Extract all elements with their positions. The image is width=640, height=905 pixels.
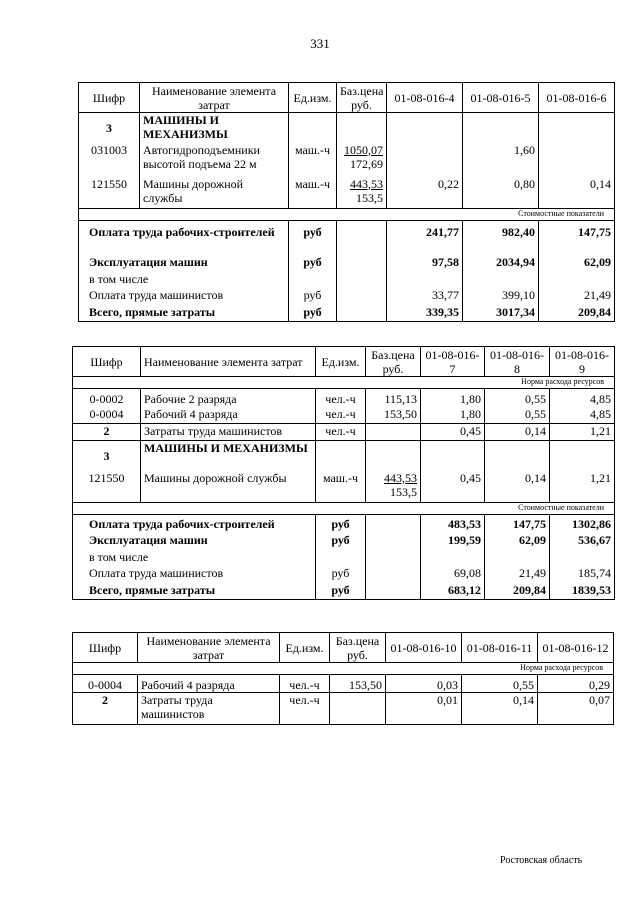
- table-row: [73, 389, 615, 407]
- section-name: МАШИНЫ И МЕХАНИЗМЫ: [141, 441, 316, 471]
- header-col-3: 01-08-016-12: [538, 633, 614, 663]
- row-name: Машины дорожной службы: [141, 471, 316, 503]
- total-name: Всего, прямые затраты: [79, 305, 289, 322]
- table-row: [73, 407, 615, 424]
- summary-value-3: 62,09: [539, 255, 615, 272]
- page-number: 331: [310, 36, 330, 51]
- total-row: [73, 583, 615, 600]
- summary-value-2: 399,10: [463, 288, 539, 305]
- row-price: 443,53: [350, 176, 383, 191]
- header-code: Шифр: [73, 347, 141, 377]
- summary-value-1: 97,58: [387, 255, 463, 272]
- summary-value-2: 62,09: [485, 533, 550, 550]
- row-value-3: 1,21: [550, 424, 615, 441]
- summary-unit: руб: [316, 533, 366, 550]
- summary-value-2: 2034,94: [463, 255, 539, 272]
- row-value-1: 0,03: [386, 675, 462, 693]
- total-value-2: 209,84: [485, 583, 550, 600]
- row-value-3: [539, 143, 615, 177]
- table-header: [79, 83, 615, 113]
- table-row: [73, 693, 614, 725]
- summary-row: [79, 288, 615, 305]
- header-price: Баз.цена руб.: [330, 633, 386, 663]
- summary-row: [73, 515, 615, 533]
- header-col-3: 01-08-016-9: [550, 347, 615, 377]
- row-value-3: 0,07: [538, 693, 614, 725]
- section-number: 3: [79, 113, 140, 143]
- row-name: Рабочий 4 разряда: [138, 675, 280, 693]
- row-unit: чел.-ч: [280, 693, 330, 725]
- row-value-2: 0,14: [485, 424, 550, 441]
- row-code: 0-0004: [73, 407, 141, 424]
- row-code: 0-0004: [73, 675, 138, 693]
- row-value-2: 0,55: [485, 407, 550, 424]
- header-name: Наименование элемента затрат: [140, 83, 289, 113]
- row-code: 121550: [79, 177, 140, 209]
- summary-value-1: 241,77: [387, 221, 463, 255]
- row-code: 031003: [79, 143, 140, 177]
- total-value-2: 3017,34: [463, 305, 539, 322]
- row-value-1: 0,22: [387, 177, 463, 209]
- resource-norm-label: Норма расхода ресурсов: [73, 377, 615, 389]
- cost-indicators-label: Стоимостные показатели: [73, 503, 615, 515]
- header-col-1: 01-08-016-10: [386, 633, 462, 663]
- total-value-3: 1839,53: [550, 583, 615, 600]
- row-price-wage: 172,69: [350, 156, 383, 171]
- header-col-1: 01-08-016-4: [387, 83, 463, 113]
- summary-unit: руб: [289, 255, 337, 272]
- row-price: 115,13: [366, 389, 421, 407]
- row-price: 443,53: [384, 470, 417, 485]
- row-unit: маш.-ч: [289, 177, 337, 209]
- row-value-3: 0,14: [539, 177, 615, 209]
- summary-value-3: 21,49: [539, 288, 615, 305]
- header-col-2: 01-08-016-8: [485, 347, 550, 377]
- summary-value-2: 982,40: [463, 221, 539, 255]
- cost-table-1: [78, 82, 615, 322]
- summary-name: Оплата труда машинистов: [73, 566, 316, 583]
- summary-unit: руб: [289, 288, 337, 305]
- summary-value-1: 483,53: [421, 515, 485, 533]
- footer-region: Ростовская область: [500, 855, 583, 866]
- summary-value-1: 33,77: [387, 288, 463, 305]
- header-unit: Ед.изм.: [289, 83, 337, 113]
- row-value-1: 1,80: [421, 407, 485, 424]
- row-code: 0-0002: [73, 389, 141, 407]
- table-row: [73, 471, 615, 503]
- header-code: Шифр: [79, 83, 140, 113]
- table-row: [73, 424, 615, 441]
- row-name: Рабочий 4 разряда: [141, 407, 316, 424]
- total-unit: руб: [289, 305, 337, 322]
- row-value-2: 0,14: [462, 693, 538, 725]
- table-header: [73, 633, 614, 663]
- row-unit: чел.-ч: [316, 407, 366, 424]
- row-value-3: 4,85: [550, 389, 615, 407]
- row-name: Рабочие 2 разряда: [141, 389, 316, 407]
- summary-value-1: 199,59: [421, 533, 485, 550]
- header-col-1: 01-08-016-7: [421, 347, 485, 377]
- header-unit: Ед.изм.: [280, 633, 330, 663]
- row-price: 153,50: [330, 675, 386, 693]
- summary-name: Эксплуатация машин: [73, 533, 316, 550]
- table-header: [73, 347, 615, 377]
- summary-unit: руб: [316, 515, 366, 533]
- summary-value-3: 147,75: [539, 221, 615, 255]
- row-value-2: 0,14: [485, 471, 550, 503]
- header-name: Наименование элемента затрат: [141, 347, 316, 377]
- including-label: в том числе: [79, 272, 289, 288]
- row-price: [330, 693, 386, 725]
- summary-name: Оплата труда рабочих-строителей: [79, 221, 289, 255]
- summary-value-3: 1302,86: [550, 515, 615, 533]
- total-name: Всего, прямые затраты: [73, 583, 316, 600]
- row-code: 2: [73, 693, 138, 725]
- header-unit: Ед.изм.: [316, 347, 366, 377]
- summary-value-3: 185,74: [550, 566, 615, 583]
- row-unit: чел.-ч: [316, 424, 366, 441]
- summary-row: [73, 566, 615, 583]
- row-name: Затраты труда машинистов: [141, 424, 316, 441]
- summary-row: [79, 255, 615, 272]
- row-value-1: 0,01: [386, 693, 462, 725]
- summary-value-2: 147,75: [485, 515, 550, 533]
- row-value-1: 1,80: [421, 389, 485, 407]
- table-row: [79, 143, 615, 177]
- summary-name: Оплата труда машинистов: [79, 288, 289, 305]
- cost-indicators-label: Стоимостные показатели: [79, 209, 615, 221]
- summary-value-3: 536,67: [550, 533, 615, 550]
- section-name: МАШИНЫ И МЕХАНИЗМЫ: [140, 113, 289, 143]
- table-row: [79, 177, 615, 209]
- including-label: в том числе: [73, 550, 316, 566]
- summary-unit: руб: [316, 566, 366, 583]
- header-col-2: 01-08-016-5: [463, 83, 539, 113]
- summary-unit: руб: [289, 221, 337, 255]
- header-col-2: 01-08-016-11: [462, 633, 538, 663]
- row-price: 153,50: [366, 407, 421, 424]
- row-value-2: 0,55: [462, 675, 538, 693]
- cost-table-2: [72, 346, 615, 600]
- cost-table-3: [72, 632, 614, 725]
- summary-name: Оплата труда рабочих-строителей: [73, 515, 316, 533]
- row-unit: чел.-ч: [280, 675, 330, 693]
- total-value-1: 683,12: [421, 583, 485, 600]
- header-col-3: 01-08-016-6: [539, 83, 615, 113]
- summary-row: [73, 533, 615, 550]
- row-name: Затраты труда машинистов: [138, 693, 280, 725]
- row-price-wage: 153,5: [356, 190, 383, 205]
- row-value-2: 1,60: [463, 143, 539, 177]
- row-value-1: [387, 143, 463, 177]
- total-unit: руб: [316, 583, 366, 600]
- summary-row: [79, 221, 615, 255]
- table-row: [73, 675, 614, 693]
- header-price: Баз.цена руб.: [366, 347, 421, 377]
- section-row: [73, 441, 615, 471]
- row-value-3: 4,85: [550, 407, 615, 424]
- row-unit: маш.-ч: [316, 471, 366, 503]
- row-price: 1050,07: [344, 142, 383, 157]
- row-value-3: 0,29: [538, 675, 614, 693]
- row-value-1: 0,45: [421, 471, 485, 503]
- row-unit: чел.-ч: [316, 389, 366, 407]
- row-name: Автогидроподъемники высотой подъема 22 м: [140, 143, 289, 177]
- row-code: 121550: [73, 471, 141, 503]
- row-name: Машины дорожной службы: [140, 177, 289, 209]
- row-value-2: 0,80: [463, 177, 539, 209]
- total-value-1: 339,35: [387, 305, 463, 322]
- header-price: Баз.цена руб.: [337, 83, 387, 113]
- row-unit: маш.-ч: [289, 143, 337, 177]
- section-number: 3: [73, 441, 141, 471]
- resource-norm-label: Норма расхода ресурсов: [73, 663, 614, 675]
- summary-name: Эксплуатация машин: [79, 255, 289, 272]
- row-price-wage: 153,5: [390, 484, 417, 499]
- row-value-1: 0,45: [421, 424, 485, 441]
- row-value-3: 1,21: [550, 471, 615, 503]
- summary-value-1: 69,08: [421, 566, 485, 583]
- header-name: Наименование элемента затрат: [138, 633, 280, 663]
- row-code: 2: [73, 424, 141, 441]
- section-row: [79, 113, 615, 143]
- header-code: Шифр: [73, 633, 138, 663]
- summary-value-2: 21,49: [485, 566, 550, 583]
- row-value-2: 0,55: [485, 389, 550, 407]
- total-row: [79, 305, 615, 322]
- total-value-3: 209,84: [539, 305, 615, 322]
